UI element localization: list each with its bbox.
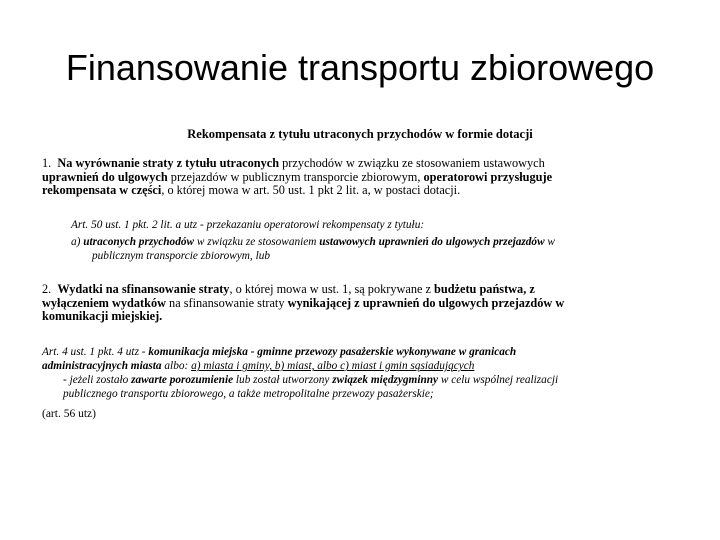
citation-note: (art. 56 utz) [42,408,96,420]
text: albo: [161,360,192,372]
underlined-text: a) miasta i gminy, b) miast, albo c) miast i gmin sąsiadujących [191,360,475,372]
bold-text: komunikacji miejskiej. [42,309,163,323]
quote-line: publicznego transportu zbiorowego, a także metropolitalne przewozy pasażerskie; [63,388,434,400]
bold-text: utraconych przychodów [83,236,195,248]
quote-art-4 [42,345,692,401]
quote-art-50 [71,218,686,263]
text: w [544,236,555,248]
bold-text: administracyjnych miasta [42,360,162,372]
text: na sfinansowanie straty [165,295,288,310]
slide-title: Finansowanie transportu zbiorowego [65,47,655,88]
bold-text: wynikającej z uprawnień do ulgowych przejazdów w [287,295,565,310]
bold-text: ustawowych uprawnień do ulgowych przejazdów [319,236,545,248]
text: w związku ze stosowaniem [194,236,320,248]
bold-text: zawarte porozumienie [131,374,234,386]
quote-line: publicznym transporcie zbiorowym, lub [92,250,271,262]
text: przejazdów w publicznym transporcie zbiorowym, [167,169,421,184]
text: a) [71,236,84,248]
paragraph-number: 1. [42,156,52,170]
text: lub został utworzony [233,374,333,386]
text: , o której mowa w art. 50 ust. 1 pkt 2 lit. a, w postaci dotacji. [161,183,461,197]
bold-text: uprawnień do ulgowych [42,169,168,184]
bold-text: budżetu państwa, z [434,282,535,296]
bold-text: Na wyrównanie straty z tytułu utraconych [57,156,280,170]
text: przychodów w związku ze stosowaniem ustawowych [279,156,545,170]
bold-text: komunikacja miejska - gminne przewozy pasażerskie wykonywane w granicach [148,346,517,358]
bold-text: rekompensata w części [42,183,162,197]
bold-text: Wydatki na sfinansowanie straty [57,282,230,296]
bold-text: wyłączeniem wydatków [42,295,166,310]
paragraph-number: 2. [42,282,52,296]
bold-text: związek międzygminny [332,374,439,386]
text: - jeżeli zostało [63,374,132,386]
slide-subtitle: Rekompensata z tytułu utraconych przychodów w formie dotacji [187,127,533,141]
paragraph-2 [42,283,692,324]
text: w celu wspólnej realizacji [438,374,559,386]
bold-text: operatorowi przysługuje [423,169,553,184]
quote-line: Art. 50 ust. 1 pkt. 2 lit. a utz - przekazaniu operatorowi rekompensaty z tytułu: [71,219,425,231]
text: , o której mowa w ust. 1, są pokrywane z [229,282,435,296]
paragraph-1 [42,157,692,198]
text: Art. 4 ust. 1 pkt. 4 utz - [42,346,149,358]
